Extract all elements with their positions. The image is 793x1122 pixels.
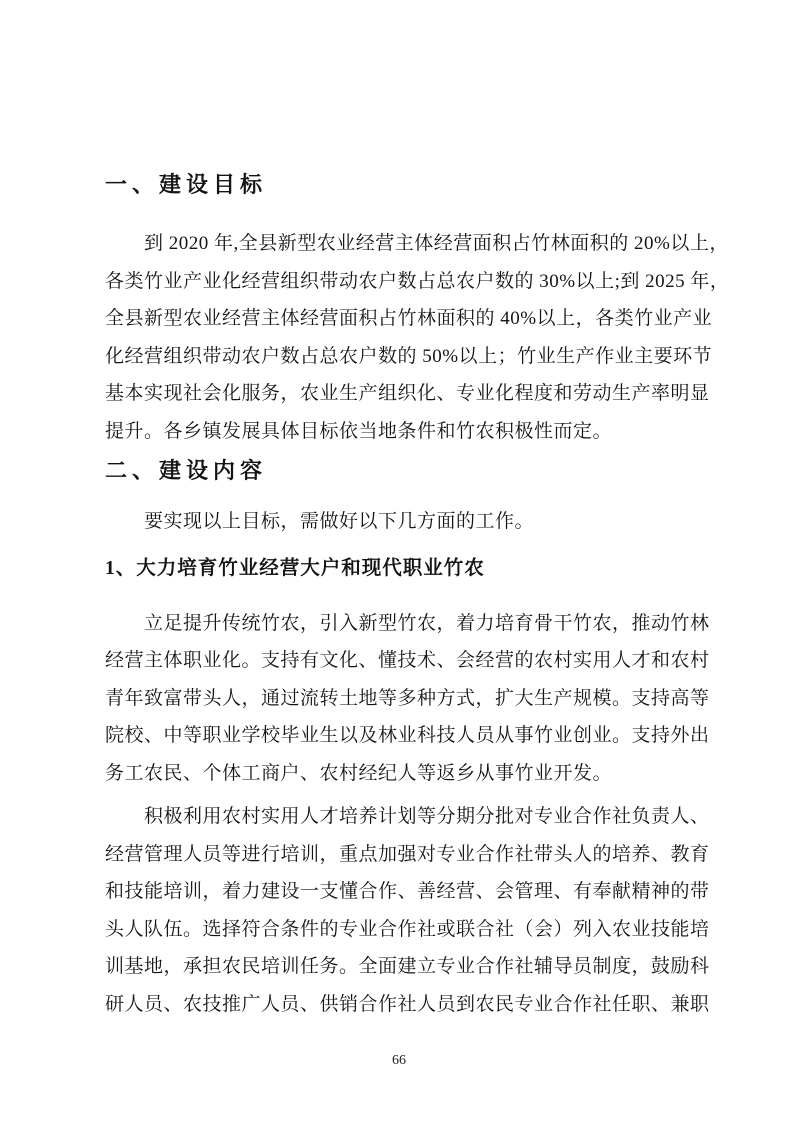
- text-line: 提升。各乡镇发展具体目标依当地条件和竹农积极性而定。: [105, 420, 613, 442]
- paragraph-cultivate: [105, 605, 710, 793]
- text-line: 研人员、农技推广人员、供销合作社人员到农民专业合作社任职、兼职: [105, 993, 710, 1015]
- section-heading-content: 二、建设内容: [105, 458, 268, 483]
- text-line: 基本实现社会化服务，农业生产组织化、专业化程度和劳动生产率明显: [105, 383, 710, 404]
- paragraph-intro: [105, 503, 693, 541]
- paragraph-training: [105, 798, 710, 1023]
- text-line: 经营主体职业化。支持有文化、懂技术、会经营的农村实用人才和农村: [105, 650, 710, 671]
- text-line: 经营管理人员等进行培训，重点加强对专业合作社带头人的培养、教育: [105, 843, 710, 865]
- section-heading-goals: 一、建设目标: [105, 172, 268, 197]
- text-line: 头人队伍。选择符合条件的专业合作社或联合社（会）列入农业技能培: [105, 918, 710, 940]
- page-number: 66: [392, 1053, 406, 1068]
- text-line: 要实现以上目标，需做好以下几方面的工作。: [144, 511, 535, 532]
- text-line: 务工农民、个体工商户、农村经纪人等返乡从事竹业开发。: [105, 762, 613, 784]
- text-line: 训基地，承担农民培训任务。全面建立专业合作社辅导员制度，鼓励科: [105, 956, 710, 977]
- text-line: 和技能培训，着力建设一支懂合作、善经营、会管理、有奉献精神的带: [105, 881, 710, 902]
- text-line: 青年致富带头人，通过流转土地等多种方式，扩大生产规模。支持高等: [105, 687, 710, 709]
- subsection-heading-1: 1、大力培育竹业经营大户和现代职业竹农: [105, 557, 485, 579]
- text-line: 全县新型农业经营主体经营面积占竹林面积的 40%以上，各类竹业产业: [105, 308, 713, 329]
- text-line: 到 2020 年,全县新型农业经营主体经营面积占竹林面积的 20%以上，: [144, 233, 729, 254]
- paragraph-goals: [105, 225, 730, 450]
- text-line: 各类竹业产业化经营组织带动农户数占总农户数的 30%以上;到 2025 年，: [105, 270, 730, 292]
- text-line: 立足提升传统竹农，引入新型竹农，着力培育骨干竹农，推动竹林: [144, 612, 710, 634]
- text-line: 化经营组织带动农户数占总农户数的 50%以上；竹业生产作业主要环节: [105, 345, 713, 367]
- text-line: 院校、中等职业学校毕业生以及林业科技人员从事竹业创业。支持外出: [105, 725, 710, 746]
- text-line: 积极利用农村实用人才培养计划等分期分批对专业合作社负责人、: [144, 806, 710, 827]
